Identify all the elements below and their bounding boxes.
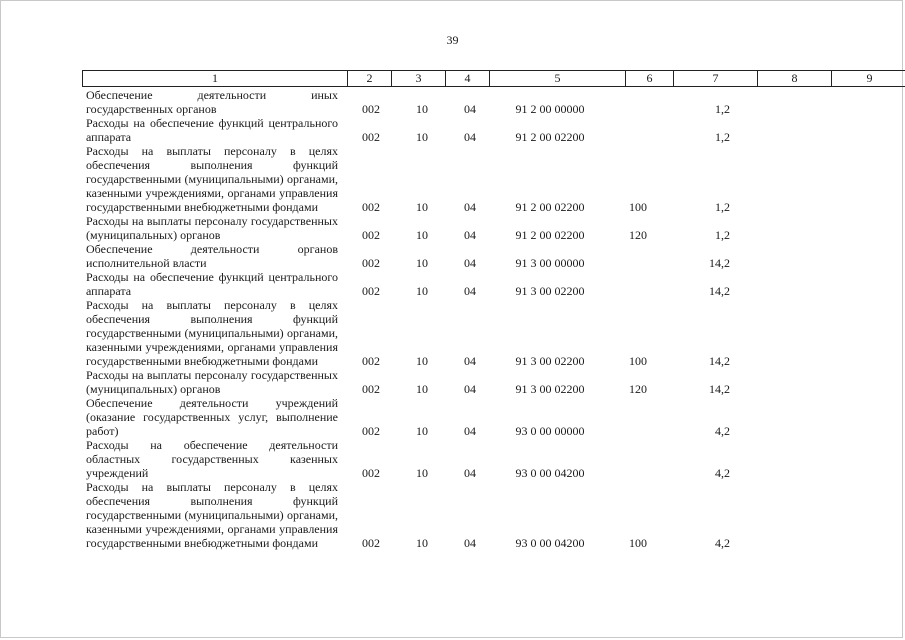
row-section: 10 <box>416 382 428 396</box>
row-subsection: 04 <box>464 536 476 550</box>
header-col-3: 3 <box>391 71 445 86</box>
header-col-8: 8 <box>757 71 831 86</box>
row-section: 10 <box>416 200 428 214</box>
row-subsection: 04 <box>464 102 476 116</box>
row-section: 10 <box>416 284 428 298</box>
row-subsection: 04 <box>464 200 476 214</box>
row-amount: 4,2 <box>715 424 730 438</box>
row-admin-code: 002 <box>362 424 380 438</box>
page-number: 39 <box>446 33 459 47</box>
header-col-7: 7 <box>673 71 757 86</box>
row-admin-code: 002 <box>362 466 380 480</box>
table-row <box>86 438 876 480</box>
row-target-article: 91 3 00 02200 <box>515 284 585 298</box>
table-row <box>86 298 876 368</box>
row-admin-code: 002 <box>362 102 380 116</box>
table-body <box>86 88 876 550</box>
row-section: 10 <box>416 536 428 550</box>
table-row <box>86 480 876 550</box>
row-description: Расходы на выплаты персоналу в целях обеспечения выполнения функций государственными (муниципальными) органами, казенными учреждениями, органами управления государственными внебюджетными фондами <box>86 144 338 214</box>
row-description: Обеспечение деятельности органов исполнительной власти <box>86 242 338 270</box>
row-target-article: 91 2 00 00000 <box>515 102 585 116</box>
row-description: Расходы на обеспечение функций центрального аппарата <box>86 116 338 144</box>
row-target-article: 91 2 00 02200 <box>515 130 585 144</box>
row-section: 10 <box>416 466 428 480</box>
row-subsection: 04 <box>464 382 476 396</box>
row-description: Обеспечение деятельности учреждений (оказание государственных услуг, выполнение работ) <box>86 396 338 438</box>
row-target-article: 91 3 00 00000 <box>515 256 585 270</box>
header-col-6: 6 <box>625 71 673 86</box>
row-admin-code: 002 <box>362 130 380 144</box>
table-row <box>86 270 876 298</box>
row-section: 10 <box>416 130 428 144</box>
header-col-5: 5 <box>489 71 625 86</box>
row-subsection: 04 <box>464 424 476 438</box>
row-amount: 1,2 <box>715 130 730 144</box>
row-subsection: 04 <box>464 130 476 144</box>
table-row <box>86 214 876 242</box>
row-amount: 14,2 <box>709 284 730 298</box>
row-admin-code: 002 <box>362 256 380 270</box>
row-description: Обеспечение деятельности иных государственных органов <box>86 88 338 116</box>
table-header <box>82 70 905 87</box>
row-section: 10 <box>416 228 428 242</box>
row-amount: 1,2 <box>715 228 730 242</box>
row-expense-type: 100 <box>629 536 647 550</box>
row-section: 10 <box>416 102 428 116</box>
table-row <box>86 144 876 214</box>
row-description: Расходы на обеспечение функций центрального аппарата <box>86 270 338 298</box>
row-expense-type: 120 <box>629 382 647 396</box>
row-subsection: 04 <box>464 228 476 242</box>
table-row <box>86 396 876 438</box>
table-row <box>86 368 876 396</box>
row-subsection: 04 <box>464 284 476 298</box>
row-admin-code: 002 <box>362 536 380 550</box>
row-admin-code: 002 <box>362 382 380 396</box>
row-section: 10 <box>416 256 428 270</box>
row-description: Расходы на выплаты персоналу государственных (муниципальных) органов <box>86 368 338 396</box>
row-description: Расходы на выплаты персоналу в целях обеспечения выполнения функций государственными (муниципальными) органами, казенными учреждениями, органами управления государственными внебюджетными фондами <box>86 298 338 368</box>
row-amount: 14,2 <box>709 382 730 396</box>
row-amount: 14,2 <box>709 256 730 270</box>
row-section: 10 <box>416 354 428 368</box>
row-amount: 4,2 <box>715 536 730 550</box>
row-expense-type: 100 <box>629 200 647 214</box>
row-subsection: 04 <box>464 256 476 270</box>
row-description: Расходы на выплаты персоналу в целях обеспечения выполнения функций государственными (муниципальными) органами, казенными учреждениями, органами управления государственными внебюджетными фондами <box>86 480 338 550</box>
row-expense-type: 120 <box>629 228 647 242</box>
row-target-article: 91 2 00 02200 <box>515 228 585 242</box>
row-description: Расходы на обеспечение деятельности областных государственных казенных учреждений <box>86 438 338 480</box>
row-target-article: 91 3 00 02200 <box>515 382 585 396</box>
row-admin-code: 002 <box>362 284 380 298</box>
row-amount: 1,2 <box>715 102 730 116</box>
table-row <box>86 116 876 144</box>
row-target-article: 93 0 00 04200 <box>515 466 585 480</box>
row-expense-type: 100 <box>629 354 647 368</box>
row-admin-code: 002 <box>362 354 380 368</box>
row-admin-code: 002 <box>362 228 380 242</box>
row-target-article: 91 3 00 02200 <box>515 354 585 368</box>
table-row <box>86 88 876 116</box>
row-admin-code: 002 <box>362 200 380 214</box>
header-col-1: 1 <box>212 71 218 85</box>
row-subsection: 04 <box>464 466 476 480</box>
row-target-article: 93 0 00 04200 <box>515 536 585 550</box>
table-row <box>86 242 876 270</box>
header-col-9: 9 <box>831 71 905 86</box>
row-amount: 4,2 <box>715 466 730 480</box>
header-col-2: 2 <box>347 71 391 86</box>
row-section: 10 <box>416 424 428 438</box>
row-amount: 14,2 <box>709 354 730 368</box>
row-amount: 1,2 <box>715 200 730 214</box>
row-subsection: 04 <box>464 354 476 368</box>
header-col-4: 4 <box>445 71 489 86</box>
row-target-article: 93 0 00 00000 <box>515 424 585 438</box>
row-target-article: 91 2 00 02200 <box>515 200 585 214</box>
row-description: Расходы на выплаты персоналу государственных (муниципальных) органов <box>86 214 338 242</box>
